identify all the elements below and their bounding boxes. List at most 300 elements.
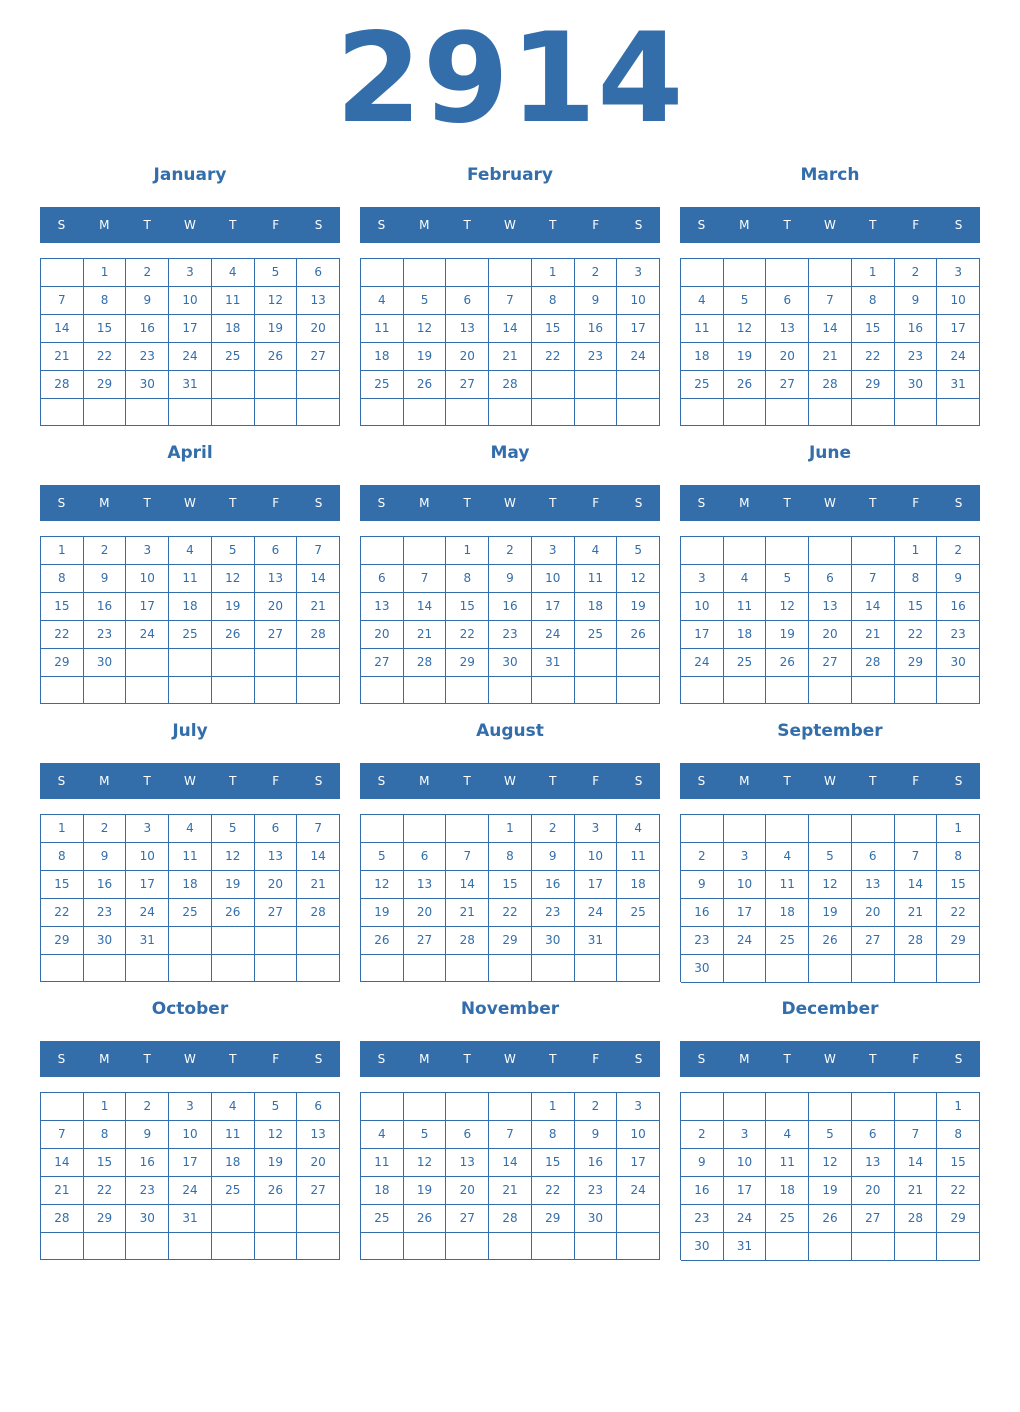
day-cell: 1 xyxy=(937,815,980,843)
day-cell: 12 xyxy=(255,1121,298,1149)
day-cell: 19 xyxy=(255,1149,298,1177)
day-cell: 29 xyxy=(84,1205,127,1233)
weekday-label: S xyxy=(634,496,643,510)
empty-day-cell xyxy=(255,927,298,955)
empty-day-cell xyxy=(617,1233,660,1260)
day-cell: 12 xyxy=(212,565,255,593)
weekday-label: S xyxy=(634,1052,643,1066)
day-grid xyxy=(680,536,980,704)
month-name: August xyxy=(476,721,544,741)
day-cell: 11 xyxy=(361,315,404,343)
day-cell: 30 xyxy=(575,1205,618,1233)
empty-day-cell xyxy=(126,677,169,704)
day-cell: 6 xyxy=(361,565,404,593)
day-cell: 1 xyxy=(41,815,84,843)
day-cell: 3 xyxy=(724,843,767,871)
day-cell: 5 xyxy=(404,287,447,315)
day-cell: 22 xyxy=(937,899,980,927)
day-cell: 27 xyxy=(255,899,298,927)
day-cell: 22 xyxy=(84,1177,127,1205)
day-cell: 2 xyxy=(575,1093,618,1121)
day-cell: 22 xyxy=(532,1177,575,1205)
day-cell: 23 xyxy=(681,927,724,955)
day-cell: 28 xyxy=(41,1205,84,1233)
day-cell: 14 xyxy=(489,315,532,343)
weekday-label: T xyxy=(229,774,237,788)
day-cell: 6 xyxy=(766,287,809,315)
empty-day-cell xyxy=(724,955,767,983)
empty-day-cell xyxy=(84,1233,127,1260)
day-cell: 2 xyxy=(681,843,724,871)
empty-day-cell xyxy=(895,1233,938,1261)
day-cell: 29 xyxy=(446,649,489,677)
weekday-label: T xyxy=(549,774,557,788)
day-cell: 21 xyxy=(895,899,938,927)
empty-day-cell xyxy=(575,1233,618,1260)
day-cell: 24 xyxy=(532,621,575,649)
weekday-label: W xyxy=(184,496,196,510)
day-cell: 16 xyxy=(126,1149,169,1177)
day-grid xyxy=(680,258,980,426)
empty-day-cell xyxy=(297,371,340,399)
day-grid xyxy=(40,1092,340,1260)
empty-day-cell xyxy=(361,1093,404,1121)
weekday-label: S xyxy=(377,218,386,232)
weekday-header xyxy=(360,485,660,521)
weekday-label: T xyxy=(229,496,237,510)
day-cell: 26 xyxy=(404,1205,447,1233)
weekday-label: M xyxy=(99,496,110,510)
weekday-label: F xyxy=(592,218,600,232)
weekday-label: W xyxy=(824,774,836,788)
day-cell: 10 xyxy=(126,565,169,593)
day-cell: 26 xyxy=(766,649,809,677)
empty-day-cell xyxy=(297,1233,340,1260)
day-cell: 14 xyxy=(41,1149,84,1177)
day-cell: 9 xyxy=(575,1121,618,1149)
day-cell: 25 xyxy=(361,1205,404,1233)
day-cell: 21 xyxy=(404,621,447,649)
day-cell: 4 xyxy=(766,1121,809,1149)
empty-day-cell xyxy=(575,371,618,399)
day-cell: 26 xyxy=(212,899,255,927)
empty-day-cell xyxy=(766,815,809,843)
empty-day-cell xyxy=(895,399,938,426)
empty-day-cell xyxy=(895,677,938,704)
weekday-label: W xyxy=(504,496,516,510)
empty-day-cell xyxy=(404,955,447,982)
day-cell: 22 xyxy=(489,899,532,927)
day-cell: 20 xyxy=(852,1177,895,1205)
day-cell: 10 xyxy=(532,565,575,593)
day-cell: 3 xyxy=(617,259,660,287)
day-cell: 20 xyxy=(297,1149,340,1177)
weekday-label: W xyxy=(824,218,836,232)
day-cell: 26 xyxy=(255,343,298,371)
empty-day-cell xyxy=(766,259,809,287)
empty-day-cell xyxy=(212,677,255,704)
day-cell: 9 xyxy=(126,1121,169,1149)
day-cell: 31 xyxy=(724,1233,767,1261)
empty-day-cell xyxy=(809,955,852,983)
day-cell: 7 xyxy=(489,1121,532,1149)
day-cell: 28 xyxy=(41,371,84,399)
day-cell: 29 xyxy=(937,1205,980,1233)
day-cell: 18 xyxy=(681,343,724,371)
day-cell: 28 xyxy=(489,371,532,399)
empty-day-cell xyxy=(212,399,255,426)
day-cell: 8 xyxy=(489,843,532,871)
day-cell: 9 xyxy=(126,287,169,315)
day-cell: 21 xyxy=(297,593,340,621)
empty-day-cell xyxy=(361,259,404,287)
day-cell: 24 xyxy=(617,1177,660,1205)
day-cell: 29 xyxy=(84,371,127,399)
day-cell: 14 xyxy=(446,871,489,899)
day-cell: 5 xyxy=(255,259,298,287)
day-cell: 12 xyxy=(255,287,298,315)
empty-day-cell xyxy=(681,815,724,843)
day-cell: 17 xyxy=(126,871,169,899)
day-cell: 29 xyxy=(532,1205,575,1233)
empty-day-cell xyxy=(809,1233,852,1261)
empty-day-cell xyxy=(937,399,980,426)
day-cell: 14 xyxy=(895,871,938,899)
weekday-label: T xyxy=(463,218,471,232)
weekday-label: M xyxy=(739,1052,750,1066)
day-cell: 4 xyxy=(617,815,660,843)
empty-day-cell xyxy=(852,537,895,565)
empty-day-cell xyxy=(617,649,660,677)
day-cell: 18 xyxy=(617,871,660,899)
day-cell: 20 xyxy=(361,621,404,649)
empty-day-cell xyxy=(617,399,660,426)
weekday-header xyxy=(40,763,340,799)
day-cell: 27 xyxy=(852,927,895,955)
empty-day-cell xyxy=(617,1205,660,1233)
empty-day-cell xyxy=(724,399,767,426)
day-cell: 17 xyxy=(724,1177,767,1205)
weekday-header xyxy=(360,1041,660,1077)
day-cell: 16 xyxy=(681,899,724,927)
day-cell: 10 xyxy=(617,1121,660,1149)
day-cell: 1 xyxy=(532,1093,575,1121)
day-cell: 1 xyxy=(895,537,938,565)
month-name: October xyxy=(151,999,229,1019)
day-cell: 25 xyxy=(617,899,660,927)
empty-day-cell xyxy=(297,677,340,704)
empty-day-cell xyxy=(809,1093,852,1121)
weekday-label: M xyxy=(739,496,750,510)
day-cell: 14 xyxy=(404,593,447,621)
day-cell: 7 xyxy=(895,843,938,871)
day-cell: 21 xyxy=(446,899,489,927)
weekday-header xyxy=(40,1041,340,1077)
day-cell: 19 xyxy=(212,593,255,621)
day-cell: 10 xyxy=(126,843,169,871)
day-cell: 17 xyxy=(724,899,767,927)
empty-day-cell xyxy=(724,815,767,843)
day-cell: 15 xyxy=(41,871,84,899)
day-cell: 3 xyxy=(126,537,169,565)
day-cell: 15 xyxy=(852,315,895,343)
day-cell: 12 xyxy=(724,315,767,343)
empty-day-cell xyxy=(895,815,938,843)
day-cell: 22 xyxy=(937,1177,980,1205)
day-cell: 12 xyxy=(361,871,404,899)
empty-day-cell xyxy=(169,677,212,704)
day-cell: 13 xyxy=(766,315,809,343)
day-cell: 22 xyxy=(41,621,84,649)
weekday-label: T xyxy=(869,1052,877,1066)
day-cell: 8 xyxy=(84,287,127,315)
weekday-label: M xyxy=(419,1052,430,1066)
weekday-label: T xyxy=(783,218,791,232)
empty-day-cell xyxy=(361,399,404,426)
day-cell: 20 xyxy=(446,343,489,371)
day-cell: 17 xyxy=(532,593,575,621)
empty-day-cell xyxy=(126,649,169,677)
day-cell: 20 xyxy=(255,593,298,621)
day-cell: 27 xyxy=(361,649,404,677)
empty-day-cell xyxy=(895,955,938,983)
weekday-label: W xyxy=(824,1052,836,1066)
day-cell: 21 xyxy=(489,1177,532,1205)
day-cell: 15 xyxy=(937,871,980,899)
empty-day-cell xyxy=(404,1233,447,1260)
weekday-label: S xyxy=(954,218,963,232)
empty-day-cell xyxy=(937,1233,980,1261)
year-title: 2914 xyxy=(335,7,685,151)
day-cell: 15 xyxy=(937,1149,980,1177)
day-cell: 13 xyxy=(446,1149,489,1177)
day-cell: 23 xyxy=(575,343,618,371)
day-cell: 13 xyxy=(297,287,340,315)
weekday-label: W xyxy=(504,218,516,232)
day-cell: 11 xyxy=(169,565,212,593)
weekday-header xyxy=(680,485,980,521)
empty-day-cell xyxy=(41,1093,84,1121)
empty-day-cell xyxy=(404,815,447,843)
weekday-label: S xyxy=(57,774,66,788)
empty-day-cell xyxy=(681,677,724,704)
empty-day-cell xyxy=(575,955,618,982)
empty-day-cell xyxy=(681,1093,724,1121)
empty-day-cell xyxy=(169,649,212,677)
day-cell: 15 xyxy=(489,871,532,899)
day-cell: 16 xyxy=(489,593,532,621)
day-cell: 23 xyxy=(681,1205,724,1233)
day-cell: 2 xyxy=(575,259,618,287)
empty-day-cell xyxy=(255,649,298,677)
empty-day-cell xyxy=(255,677,298,704)
day-cell: 3 xyxy=(169,259,212,287)
weekday-label: S xyxy=(954,496,963,510)
weekday-label: T xyxy=(869,496,877,510)
day-cell: 28 xyxy=(852,649,895,677)
weekday-label: S xyxy=(314,496,323,510)
day-cell: 9 xyxy=(681,1149,724,1177)
day-cell: 10 xyxy=(937,287,980,315)
empty-day-cell xyxy=(361,955,404,982)
day-cell: 26 xyxy=(361,927,404,955)
day-cell: 24 xyxy=(681,649,724,677)
day-cell: 10 xyxy=(575,843,618,871)
empty-day-cell xyxy=(766,955,809,983)
day-cell: 12 xyxy=(617,565,660,593)
empty-day-cell xyxy=(84,677,127,704)
empty-day-cell xyxy=(617,371,660,399)
day-cell: 23 xyxy=(937,621,980,649)
day-cell: 19 xyxy=(255,315,298,343)
empty-day-cell xyxy=(766,399,809,426)
day-cell: 10 xyxy=(681,593,724,621)
weekday-label: T xyxy=(783,1052,791,1066)
weekday-label: S xyxy=(697,496,706,510)
day-cell: 14 xyxy=(852,593,895,621)
day-cell: 10 xyxy=(169,287,212,315)
day-cell: 11 xyxy=(681,315,724,343)
weekday-label: F xyxy=(592,1052,600,1066)
day-cell: 12 xyxy=(212,843,255,871)
weekday-label: F xyxy=(272,218,280,232)
day-cell: 16 xyxy=(532,871,575,899)
day-cell: 1 xyxy=(41,537,84,565)
day-cell: 24 xyxy=(617,343,660,371)
weekday-label: F xyxy=(912,1052,920,1066)
weekday-header xyxy=(360,207,660,243)
empty-day-cell xyxy=(41,955,84,982)
day-cell: 5 xyxy=(255,1093,298,1121)
day-cell: 31 xyxy=(937,371,980,399)
day-cell: 7 xyxy=(446,843,489,871)
empty-day-cell xyxy=(169,1233,212,1260)
day-cell: 21 xyxy=(41,343,84,371)
day-cell: 21 xyxy=(809,343,852,371)
day-cell: 8 xyxy=(937,843,980,871)
day-cell: 20 xyxy=(446,1177,489,1205)
day-cell: 6 xyxy=(255,537,298,565)
empty-day-cell xyxy=(852,1233,895,1261)
empty-day-cell xyxy=(809,399,852,426)
empty-day-cell xyxy=(937,955,980,983)
day-cell: 27 xyxy=(446,1205,489,1233)
day-cell: 14 xyxy=(809,315,852,343)
empty-day-cell xyxy=(84,955,127,982)
day-cell: 29 xyxy=(937,927,980,955)
weekday-label: F xyxy=(272,774,280,788)
empty-day-cell xyxy=(617,955,660,982)
day-cell: 25 xyxy=(212,1177,255,1205)
day-cell: 7 xyxy=(852,565,895,593)
weekday-label: M xyxy=(739,218,750,232)
day-cell: 17 xyxy=(169,1149,212,1177)
day-cell: 15 xyxy=(84,315,127,343)
day-cell: 11 xyxy=(617,843,660,871)
day-cell: 27 xyxy=(809,649,852,677)
day-cell: 11 xyxy=(169,843,212,871)
weekday-label: S xyxy=(377,496,386,510)
weekday-label: T xyxy=(783,496,791,510)
day-cell: 9 xyxy=(575,287,618,315)
weekday-label: W xyxy=(824,496,836,510)
day-cell: 1 xyxy=(489,815,532,843)
empty-day-cell xyxy=(724,537,767,565)
empty-day-cell xyxy=(809,677,852,704)
day-cell: 30 xyxy=(84,927,127,955)
day-cell: 20 xyxy=(255,871,298,899)
day-cell: 24 xyxy=(724,927,767,955)
day-cell: 8 xyxy=(84,1121,127,1149)
day-cell: 7 xyxy=(297,537,340,565)
day-cell: 23 xyxy=(532,899,575,927)
day-cell: 8 xyxy=(937,1121,980,1149)
day-cell: 17 xyxy=(617,1149,660,1177)
day-cell: 29 xyxy=(41,927,84,955)
day-cell: 2 xyxy=(532,815,575,843)
day-cell: 2 xyxy=(84,537,127,565)
day-cell: 12 xyxy=(404,315,447,343)
day-cell: 18 xyxy=(724,621,767,649)
weekday-label: M xyxy=(419,774,430,788)
day-cell: 24 xyxy=(169,343,212,371)
day-cell: 18 xyxy=(212,315,255,343)
day-cell: 13 xyxy=(297,1121,340,1149)
weekday-label: F xyxy=(272,496,280,510)
day-cell: 26 xyxy=(212,621,255,649)
empty-day-cell xyxy=(446,259,489,287)
day-cell: 27 xyxy=(446,371,489,399)
day-cell: 10 xyxy=(169,1121,212,1149)
day-cell: 2 xyxy=(489,537,532,565)
month-name: February xyxy=(466,165,554,185)
weekday-label: M xyxy=(739,774,750,788)
weekday-label: S xyxy=(377,1052,386,1066)
weekday-label: W xyxy=(504,774,516,788)
day-cell: 12 xyxy=(766,593,809,621)
day-cell: 16 xyxy=(84,871,127,899)
empty-day-cell xyxy=(489,1093,532,1121)
day-cell: 23 xyxy=(895,343,938,371)
day-cell: 25 xyxy=(766,927,809,955)
day-cell: 23 xyxy=(489,621,532,649)
weekday-label: T xyxy=(549,218,557,232)
weekday-label: T xyxy=(869,774,877,788)
empty-day-cell xyxy=(532,399,575,426)
day-cell: 9 xyxy=(937,565,980,593)
day-cell: 4 xyxy=(724,565,767,593)
day-cell: 4 xyxy=(766,843,809,871)
weekday-label: S xyxy=(57,496,66,510)
day-cell: 25 xyxy=(724,649,767,677)
empty-day-cell xyxy=(361,1233,404,1260)
day-cell: 30 xyxy=(937,649,980,677)
weekday-label: T xyxy=(143,1052,151,1066)
day-cell: 7 xyxy=(489,287,532,315)
day-grid xyxy=(680,1092,980,1260)
weekday-label: T xyxy=(463,1052,471,1066)
empty-day-cell xyxy=(404,1093,447,1121)
day-cell: 19 xyxy=(212,871,255,899)
day-cell: 8 xyxy=(41,565,84,593)
day-cell: 13 xyxy=(255,843,298,871)
day-cell: 26 xyxy=(809,927,852,955)
empty-day-cell xyxy=(297,399,340,426)
day-grid xyxy=(40,258,340,426)
empty-day-cell xyxy=(809,259,852,287)
weekday-label: M xyxy=(99,218,110,232)
day-grid xyxy=(680,814,980,982)
